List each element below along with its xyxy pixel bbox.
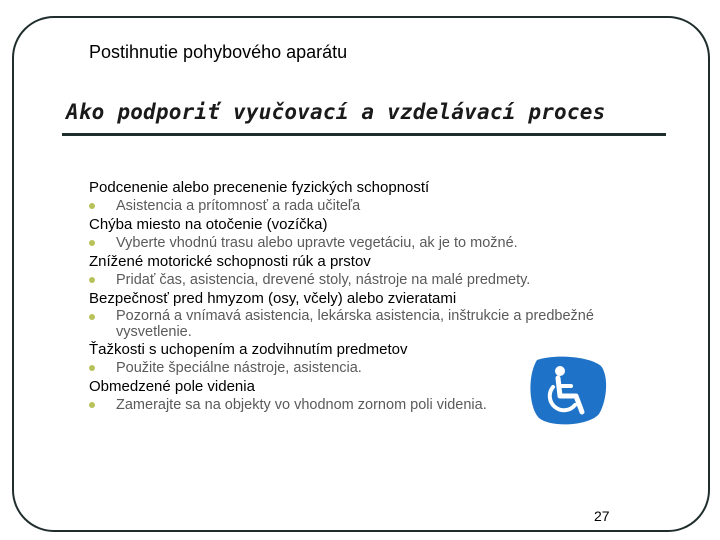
bullet-item [89,197,609,215]
bullet-icon [89,240,95,246]
bullet-icon [89,203,95,209]
wheelchair-head [555,366,565,376]
slide-subtitle: Postihnutie pohybového aparátu [89,42,348,62]
section-heading: Obmedzené pole videnia [89,378,255,395]
bullet-text: Zamerajte sa na objekty vo vhodnom zornom poli videnia. [116,397,487,413]
section-heading: Chýba miesto na otočenie (vozíčka) [89,216,328,233]
section-heading: Ťažkosti s uchopením a zodvihnutím predmetov [89,341,408,358]
bullet-icon [89,314,95,320]
bullet-icon [89,277,95,283]
page-number: 27 [594,508,610,524]
bullet-text: Pridať čas, asistencia, drevené stoly, nástroje na malé predmety. [116,272,531,288]
section-heading: Podcenenie alebo precenenie fyzických schopností [89,179,430,196]
wheelchair-icon [529,356,607,426]
bullet-text: Asistencia a prítomnosť a rada učiteľa [116,198,361,214]
bullet-item [89,234,609,252]
bullet-item [89,271,609,289]
title-divider [62,133,666,136]
bullet-text: Pozorná a vnímavá asistencia, lekárska asistencia, inštrukcie a predbežné vysvetlenie. [116,308,594,340]
bullet-text: Vyberte vhodnú trasu alebo upravte vegetáciu, ak je to možné. [116,235,518,251]
section-heading: Bezpečnosť pred hmyzom (osy, včely) alebo zvieratami [89,290,457,307]
bullet-icon [89,365,95,371]
wheelchair-logo-background [530,357,606,425]
section-heading: Znížené motorické schopnosti rúk a prstov [89,253,371,270]
bullet-item [89,308,609,340]
bullet-icon [89,402,95,408]
slide-title: Ako podporiť vyučovací a vzdelávací proces [66,100,606,124]
bullet-text: Použite špeciálne nástroje, asistencia. [116,360,362,376]
